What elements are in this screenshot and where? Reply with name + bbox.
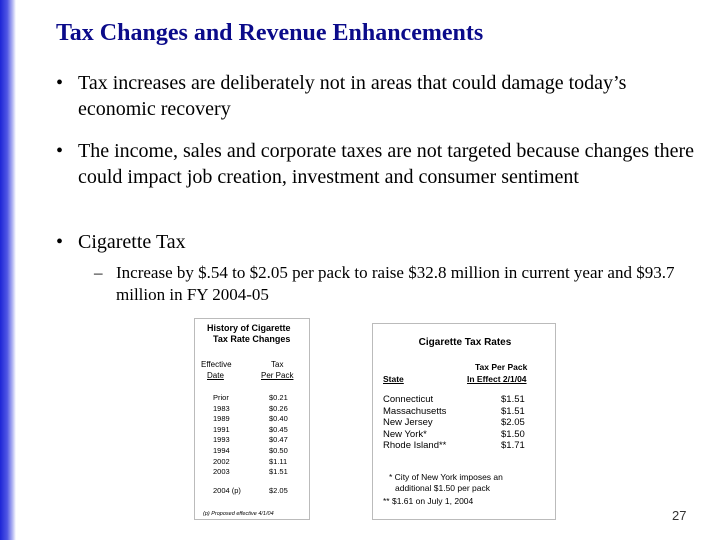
history-col-date-header: Effective Date	[201, 360, 232, 380]
bullet-text: The income, sales and corporate taxes are not targeted because changes there could impact job creation, investment and consumer sentiment	[78, 140, 695, 188]
rates-table-title: Cigarette Tax Rates	[418, 337, 512, 348]
table-row: Prior $0.21	[213, 393, 288, 402]
history-table-card	[194, 318, 310, 520]
rates-col-tax-header-line1: Tax Per Pack	[475, 362, 528, 372]
table-row: 1994 $0.50	[213, 445, 288, 455]
table-row-proposed: 2004 (p) $2.05	[213, 485, 288, 495]
bullet-marker: •	[56, 72, 64, 94]
table-row: Connecticut $1.51	[383, 394, 525, 405]
table-row: 1989 $0.40	[213, 414, 288, 424]
sub-bullet-marker: –	[94, 263, 103, 282]
slide-title: Tax Changes and Revenue Enhancements	[56, 20, 484, 46]
history-table-title: History of Cigarette Tax Rate Changes	[207, 323, 291, 344]
bullet-marker: •	[56, 231, 64, 253]
bullet-text: Cigarette Tax	[78, 231, 186, 253]
table-row: 1983 $0.26	[213, 403, 288, 413]
bullet-text: Tax increases are deliberately not in areas that could damage today’s economic recovery	[78, 72, 627, 120]
table-row: New York* $1.50	[383, 428, 525, 440]
rates-col-tax-header-line2: In Effect 2/1/04	[467, 374, 527, 384]
slide-side-gradient-bar	[0, 0, 16, 540]
rates-col-state-header: State	[383, 374, 404, 384]
bullet-marker: •	[56, 140, 64, 162]
table-row: 1991 $0.45	[213, 424, 288, 434]
table-row: 1993 $0.47	[213, 435, 288, 445]
table-row: Rhode Island** $1.71	[383, 440, 525, 451]
page-number: 27	[672, 508, 687, 523]
rates-table-card	[372, 323, 556, 520]
rates-note-nyc: * City of New York imposes an additional $1.50 per pack	[389, 472, 503, 493]
history-table-footnote: (p) Proposed effective 4/1/04	[203, 511, 274, 517]
rates-table-rows	[383, 394, 551, 452]
table-row: New Jersey $2.05	[383, 417, 525, 428]
sub-bullet-text: Increase by $.54 to $2.05 per pack to raise $32.8 million in current year and $93.7 million in FY 2004-05	[116, 263, 675, 304]
table-row: Massachusetts $1.51	[383, 405, 525, 417]
rates-note-ri: ** $1.61 on July 1, 2004	[383, 496, 474, 506]
history-table-rows	[201, 393, 305, 496]
table-row: 2003 $1.51	[213, 467, 288, 477]
history-col-tax-header: Tax Per Pack	[261, 360, 294, 380]
table-row: 2002 $1.11	[213, 456, 288, 466]
